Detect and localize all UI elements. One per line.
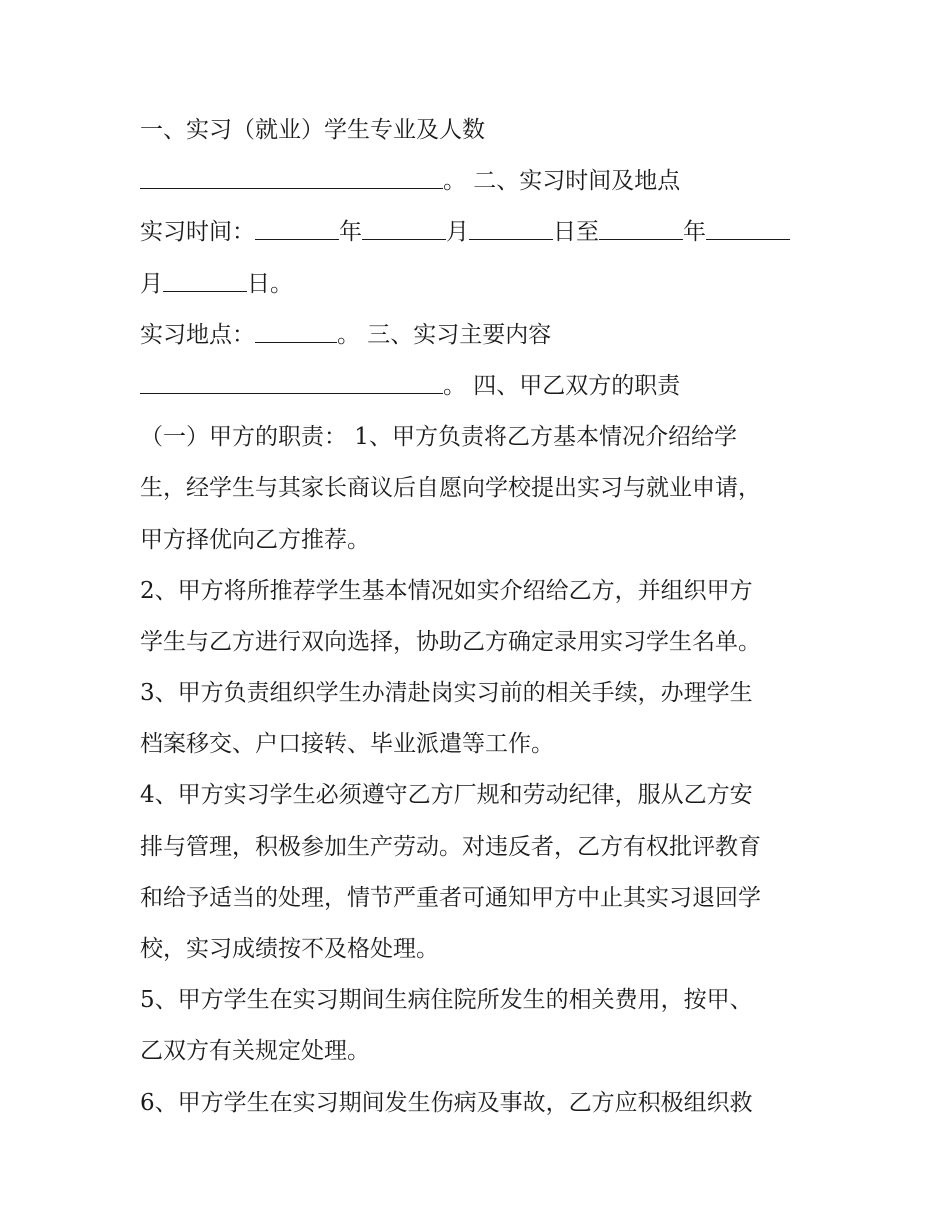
- section4-line: [140, 361, 820, 412]
- contract-body: [140, 105, 820, 1129]
- paragraph-line: 6、甲方学生在实习期间发生伤病及事故，乙方应积极组织救: [140, 1089, 753, 1116]
- section1-heading: 一、实习（就业）学生专业及人数: [140, 117, 485, 143]
- fill-blank-start-year[interactable]: [255, 209, 339, 240]
- section2-heading: 。 二、实习时间及地点: [443, 168, 681, 195]
- location-label: 实习地点：: [140, 321, 255, 348]
- fill-blank-majors[interactable]: [140, 158, 443, 189]
- fill-blank-end-month[interactable]: [706, 209, 790, 240]
- paragraph-line: 3、甲方负责组织学生办清赴岗实习前的相关手续，办理学生: [140, 680, 753, 707]
- paragraph-line: 2、甲方将所推荐学生基本情况如实介绍给乙方，并组织甲方: [140, 577, 753, 604]
- section2-line: [140, 156, 820, 207]
- paragraph-line: （一）甲方的职责： 1、甲方负责将乙方基本情况介绍给学: [140, 424, 737, 451]
- paragraph-line: 5、甲方学生在实习期间生病住院所发生的相关费用，按甲、: [140, 987, 753, 1014]
- day-end-label: 日。: [247, 270, 293, 297]
- paragraph-line: 4、甲方实习学生必须遵守乙方厂规和劳动纪律，服从乙方安: [140, 782, 753, 809]
- fill-blank-start-month[interactable]: [362, 209, 446, 240]
- fill-blank-content[interactable]: [140, 363, 443, 394]
- section3-heading: 。 三、实习主要内容: [337, 321, 552, 348]
- fill-blank-location[interactable]: [255, 312, 337, 343]
- section4-heading: 。 四、甲乙双方的职责: [443, 372, 681, 399]
- time-label: 实习时间：: [140, 219, 255, 246]
- location-line: [140, 310, 820, 361]
- time-line: [140, 207, 820, 258]
- time-line-cont: [140, 259, 820, 310]
- year-label: 年: [683, 219, 706, 246]
- fill-blank-end-day[interactable]: [163, 261, 247, 292]
- fill-blank-start-day[interactable]: [469, 209, 553, 240]
- paragraph-line: 校，实习成绩按不及格处理。: [140, 936, 439, 962]
- fill-blank-end-year[interactable]: [599, 209, 683, 240]
- paragraph-line: 甲方择优向乙方推荐。: [140, 526, 370, 553]
- year-label: 年: [339, 219, 362, 246]
- paragraph-line: 乙双方有关规定处理。: [140, 1038, 370, 1065]
- month-label: 月: [446, 219, 469, 246]
- paragraph-line: 和给予适当的处理，情节严重者可通知甲方中止其实习退回学: [140, 884, 761, 911]
- paragraph-line: 排与管理，积极参加生产劳动。对违反者，乙方有权批评教育: [140, 833, 761, 860]
- paragraph-line: 生，经学生与其家长商议后自愿向学校提出实习与就业申请，: [140, 475, 761, 502]
- paragraph-line: 学生与乙方进行双向选择，协助乙方确定录用实习学生名单。: [140, 628, 761, 655]
- paragraph-line: 档案移交、户口接转、毕业派遣等工作。: [140, 731, 554, 758]
- day-to-label: 日至: [553, 219, 599, 246]
- month-label: 月: [140, 270, 163, 297]
